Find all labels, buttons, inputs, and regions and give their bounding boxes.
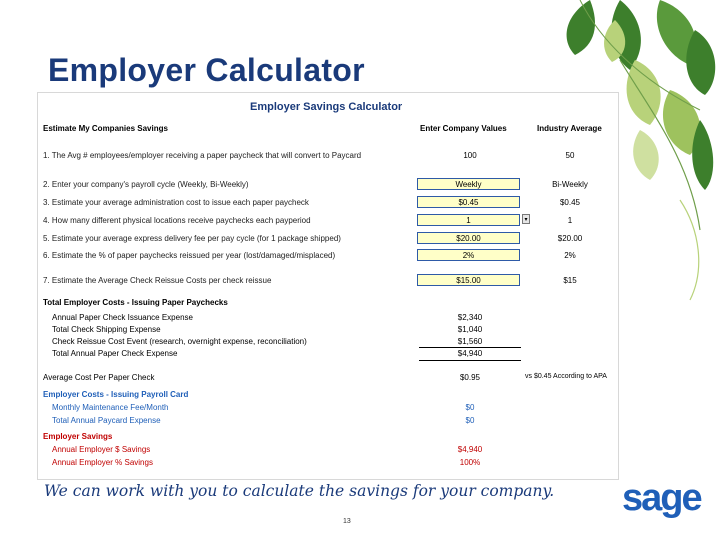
average-cost-note: vs $0.45 According to APA	[525, 373, 607, 380]
reissue-percent-input[interactable]: 2%	[417, 249, 520, 261]
cost-label-3: Check Reissue Cost Event (research, overnight expense, reconciliation)	[52, 337, 307, 346]
total-divider	[419, 347, 521, 348]
question-6: 6. Estimate the % of paper paychecks reissued per year (lost/damaged/misplaced)	[43, 251, 336, 260]
question-7: 7. Estimate the Average Check Reissue Costs per check reissue	[43, 276, 272, 285]
reissue-cost-input[interactable]: $15.00	[417, 274, 520, 286]
industry-average-6: 2%	[564, 251, 576, 260]
average-cost-label: Average Cost Per Paper Check	[43, 373, 155, 382]
costs-section-title: Total Employer Costs - Issuing Paper Paychecks	[43, 298, 228, 307]
cost-label-2: Total Check Shipping Expense	[52, 325, 161, 334]
cost-label-1: Annual Paper Check Issuance Expense	[52, 313, 193, 322]
savings-value-1: $4,940	[457, 445, 483, 454]
footer-tagline: We can work with you to calculate the savings for your company.	[44, 482, 555, 500]
savings-section-title: Employer Savings	[43, 432, 113, 441]
delivery-fee-input[interactable]: $20.00	[417, 232, 520, 244]
paycard-value-1: $0	[465, 403, 475, 412]
industry-average-4: 1	[567, 216, 573, 225]
average-cost-value: $0.95	[459, 373, 481, 382]
industry-average-5: $20.00	[557, 234, 583, 243]
industry-average-header: Industry Average	[537, 124, 602, 133]
slide-title: Employer Calculator	[48, 52, 365, 88]
question-3: 3. Estimate your average administration cost to issue each paper paycheck	[43, 198, 309, 207]
cost-label-4: Total Annual Paper Check Expense	[52, 349, 178, 358]
total-underline	[419, 360, 521, 361]
question-1: 1. The Avg # employees/employer receiving a paper paycheck that will convert to Paycard	[43, 151, 362, 160]
section-header: Estimate My Companies Savings	[43, 124, 168, 133]
industry-average-3: $0.45	[559, 198, 581, 207]
cost-value-3: $1,560	[457, 337, 483, 346]
paycard-label-2: Total Annual Paycard Expense	[52, 416, 161, 425]
admin-cost-input[interactable]: $0.45	[417, 196, 520, 208]
paycard-value-2: $0	[465, 416, 475, 425]
savings-value-2: 100%	[459, 458, 481, 467]
cost-value-4: $4,940	[457, 349, 483, 358]
question-2: 2. Enter your company's payroll cycle (Weekly, Bi-Weekly)	[43, 180, 249, 189]
calculator-title: Employer Savings Calculator	[250, 101, 403, 113]
question-5: 5. Estimate your average express delivery fee per pay cycle (for 1 package shipped)	[43, 234, 341, 243]
payroll-card-section-title: Employer Costs - Issuing Payroll Card	[43, 390, 189, 399]
cost-value-2: $1,040	[457, 325, 483, 334]
question-4: 4. How many different physical locations receive paychecks each payperiod	[43, 216, 311, 225]
industry-average-2: Bi-Weekly	[552, 180, 588, 189]
savings-label-1: Annual Employer $ Savings	[52, 445, 151, 454]
savings-label-2: Annual Employer % Savings	[52, 458, 153, 467]
industry-average-1: 50	[565, 151, 575, 160]
locations-input[interactable]: 1	[417, 214, 520, 226]
industry-average-7: $15	[563, 276, 577, 285]
payroll-cycle-input[interactable]: Weekly	[417, 178, 520, 190]
paycard-label-1: Monthly Maintenance Fee/Month	[52, 403, 169, 412]
page-number: 13	[343, 518, 351, 525]
dropdown-arrow-icon[interactable]: ▾	[522, 214, 530, 224]
sage-logo: sage	[622, 477, 701, 519]
cost-value-1: $2,340	[457, 313, 483, 322]
company-values-header: Enter Company Values	[420, 124, 507, 133]
company-value-1: 100	[463, 151, 477, 160]
